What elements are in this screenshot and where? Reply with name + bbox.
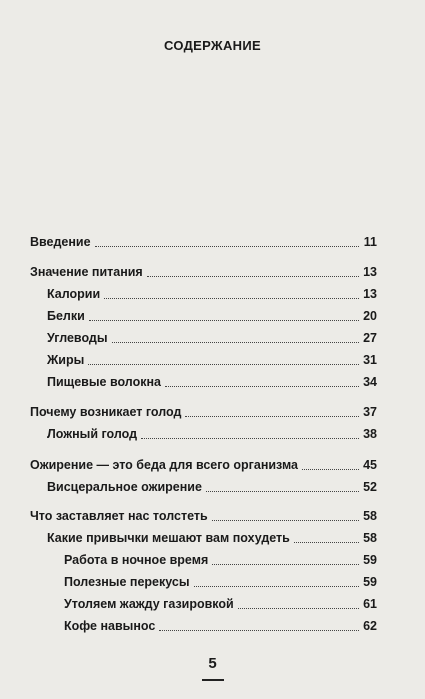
toc-entry-page: 45 [363, 458, 377, 472]
toc-entry-label: Почему возникает голод [30, 405, 182, 419]
toc-entry [47, 351, 377, 369]
page-number-underline [202, 679, 224, 681]
page-title: СОДЕРЖАНИЕ [164, 38, 261, 53]
toc-entry-page: 37 [363, 405, 377, 419]
toc-entry [64, 551, 377, 569]
toc-entry-page: 38 [363, 427, 377, 441]
toc-entry-page: 11 [363, 235, 377, 249]
dot-leader [104, 297, 359, 299]
dot-leader [141, 437, 359, 439]
toc-entry-page: 58 [363, 509, 377, 523]
toc-entry [30, 233, 377, 251]
dot-leader [212, 563, 359, 565]
toc-entry-page: 59 [363, 553, 377, 567]
toc-entry [47, 529, 377, 547]
toc-entry-label: Пищевые волокна [47, 375, 161, 389]
toc-entry-label: Значение питания [30, 265, 143, 279]
dot-leader [147, 275, 359, 277]
toc-entry-label: Что заставляет нас толстеть [30, 509, 208, 523]
toc-entry-label: Жиры [47, 353, 85, 367]
toc-entry [47, 373, 377, 391]
toc-entry-page: 20 [363, 309, 377, 323]
toc-entry [47, 425, 377, 443]
dot-leader [302, 468, 359, 470]
dot-leader [212, 519, 359, 521]
toc-entry-label: Ложный голод [47, 427, 138, 441]
dot-leader [238, 607, 359, 609]
toc-entry-label: Углеводы [47, 331, 108, 345]
toc-entry [30, 507, 377, 525]
toc-entry-label: Полезные перекусы [64, 575, 190, 589]
toc-entry-page: 31 [363, 353, 377, 367]
toc-entry-label: Белки [47, 309, 85, 323]
toc-entry-page: 58 [363, 531, 377, 545]
toc-entry [47, 307, 377, 325]
toc-entry [47, 478, 377, 496]
toc-entry-label: Калории [47, 287, 101, 301]
page-number: 5 [208, 655, 217, 672]
toc-entry-label: Какие привычки мешают вам похудеть [47, 531, 290, 545]
toc-entry-page: 61 [363, 597, 377, 611]
toc-entry-page: 34 [363, 375, 377, 389]
dot-leader [206, 490, 359, 492]
toc-entry-label: Работа в ночное время [64, 553, 209, 567]
dot-leader [112, 341, 359, 343]
toc-entry-page: 13 [363, 265, 377, 279]
dot-leader [88, 363, 359, 365]
dot-leader [194, 585, 359, 587]
toc-entry-label: Кофе навынос [64, 619, 156, 633]
toc-entry [64, 595, 377, 613]
dot-leader [89, 319, 359, 321]
toc-entry [64, 573, 377, 591]
toc-entry [30, 456, 377, 474]
toc-entry [47, 285, 377, 303]
toc-entry-page: 27 [363, 331, 377, 345]
dot-leader [95, 245, 359, 247]
dot-leader [165, 385, 359, 387]
toc-entry-page: 52 [363, 480, 377, 494]
toc-entry [30, 263, 377, 281]
toc-entry [47, 329, 377, 347]
toc-entry [30, 403, 377, 421]
toc-entry-page: 59 [363, 575, 377, 589]
toc-entry-label: Ожирение — это беда для всего организма [30, 458, 298, 472]
toc-entry-label: Висцеральное ожирение [47, 480, 202, 494]
toc-entry-page: 13 [363, 287, 377, 301]
dot-leader [159, 629, 359, 631]
toc-entry-page: 62 [363, 619, 377, 633]
dot-leader [185, 415, 359, 417]
toc-entry [64, 617, 377, 635]
toc-entry-label: Введение [30, 235, 91, 249]
toc-entry-label: Утоляем жажду газировкой [64, 597, 234, 611]
dot-leader [294, 541, 359, 543]
